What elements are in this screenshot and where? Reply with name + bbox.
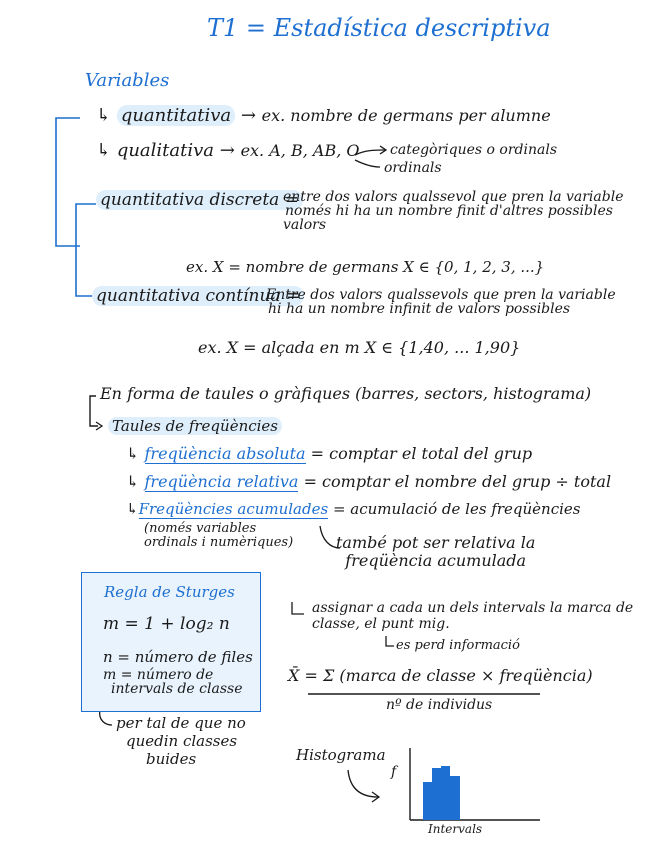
sturges-n-def: n = número de files (103, 648, 253, 666)
arrow-icon: ↳ (96, 140, 117, 161)
qualitativa-label: qualitativa (116, 140, 215, 161)
histogram-bar (450, 776, 460, 820)
qualitativa-example: ex. A, B, AB, O (240, 141, 360, 160)
acumulades-row (126, 500, 581, 518)
continua-definition-line: hi ha un nombre infinit de valors possibles (268, 301, 571, 317)
sturges-m-def (103, 668, 242, 696)
arrow-icon: ↳ (96, 105, 117, 126)
sturges-formula: m = 1 + log₂ n (103, 614, 230, 634)
sturges-heading: Regla de Sturges (104, 583, 235, 601)
qualitativa-row: ↳ qualitativa → ex. A, B, AB, O (96, 140, 360, 161)
quantitativa-row: ↳ quantitativa → ex. nombre de germans per alumne (96, 105, 551, 126)
discreta-label (96, 190, 303, 210)
representation-intro: En forma de taules o gràfiques (barres, sectors, histograma) (100, 384, 592, 403)
histogram-bar (441, 766, 450, 820)
acumulades-also-line: freqüència acumulada (345, 551, 527, 570)
acumulades-also (336, 534, 535, 570)
histogram-label: Histograma (296, 746, 386, 764)
continua-label-text: quantitativa contínua = (92, 286, 304, 306)
qualitativa-branch-2: ordinals (384, 160, 442, 176)
histogram-bar (423, 782, 432, 820)
acumulades-also-line: també pot ser relativa la (336, 533, 536, 552)
sturges-m-def-line: m = número de (103, 667, 214, 683)
acumulades-note-line: ordinals i numèriques) (144, 535, 294, 550)
absoluta-row (126, 444, 532, 463)
absoluta-def: = comptar el total del grup (310, 444, 533, 463)
acumulades-note-line: (només variables (144, 521, 257, 536)
absoluta-label: freqüència absoluta (144, 444, 306, 463)
relativa-label: freqüència relativa (144, 472, 299, 491)
sturges-m-def-line: intervals de classe (111, 681, 243, 697)
discreta-definition (283, 190, 623, 232)
arrow-icon: ↳ (126, 472, 145, 491)
sturges-after (116, 714, 246, 768)
histogram-x-axis: Intervals (428, 822, 483, 836)
quantitativa-label: quantitativa (117, 105, 235, 126)
acumulades-def: = acumulació de les freqüències (332, 500, 581, 518)
mean-assign (312, 600, 633, 632)
sturges-after-line: per tal de que no (116, 714, 246, 732)
tables-heading-text: Taules de freqüències (108, 417, 282, 435)
discreta-definition-line: entre dos valors qualssevol que pren la variable (283, 189, 624, 205)
mean-assign-line: assignar a cada un dels intervals la marca de (312, 600, 634, 616)
quantitativa-example: ex. nombre de germans per alumne (261, 106, 551, 125)
arrow-icon: ↳ (126, 500, 139, 518)
sturges-after-line: buides (146, 750, 197, 768)
variables-heading: Variables (85, 70, 170, 91)
sturges-after-line: quedin classes (126, 732, 238, 750)
relativa-def: = comptar el nombre del grup ÷ total (303, 472, 612, 491)
discreta-example: ex. X = nombre de germans X ∈ {0, 1, 2, 3, ...} (186, 258, 545, 276)
mean-loss: es perd informació (396, 638, 520, 653)
page-title: T1 = Estadística descriptiva (207, 14, 551, 42)
mean-formula-numerator: X̄ = Σ (marca de classe × freqüència) (288, 666, 593, 685)
discreta-label-text: quantitativa discreta = (96, 190, 303, 210)
continua-definition (266, 288, 616, 316)
acumulades-note (144, 522, 293, 550)
mean-assign-line: classe, el punt mig. (312, 616, 450, 632)
histogram-bar (432, 768, 441, 820)
histogram-y-axis: f (391, 764, 397, 780)
qualitativa-branch-1: categòriques o ordinals (390, 142, 558, 158)
arrow-icon: ↳ (126, 444, 145, 463)
tables-heading (108, 417, 282, 435)
continua-definition-line: Entre dos valors qualssevols que pren la variable (266, 287, 616, 303)
acumulades-label: Freqüències acumulades (138, 500, 329, 518)
discreta-definition-line: valors (283, 217, 327, 233)
mean-formula-denominator: nº de individus (386, 697, 493, 713)
continua-example: ex. X = alçada en m X ∈ {1,40, ... 1,90} (198, 338, 521, 357)
relativa-row (126, 472, 611, 491)
discreta-definition-line: només hi ha un nombre finit d'altres possibles (285, 203, 613, 219)
